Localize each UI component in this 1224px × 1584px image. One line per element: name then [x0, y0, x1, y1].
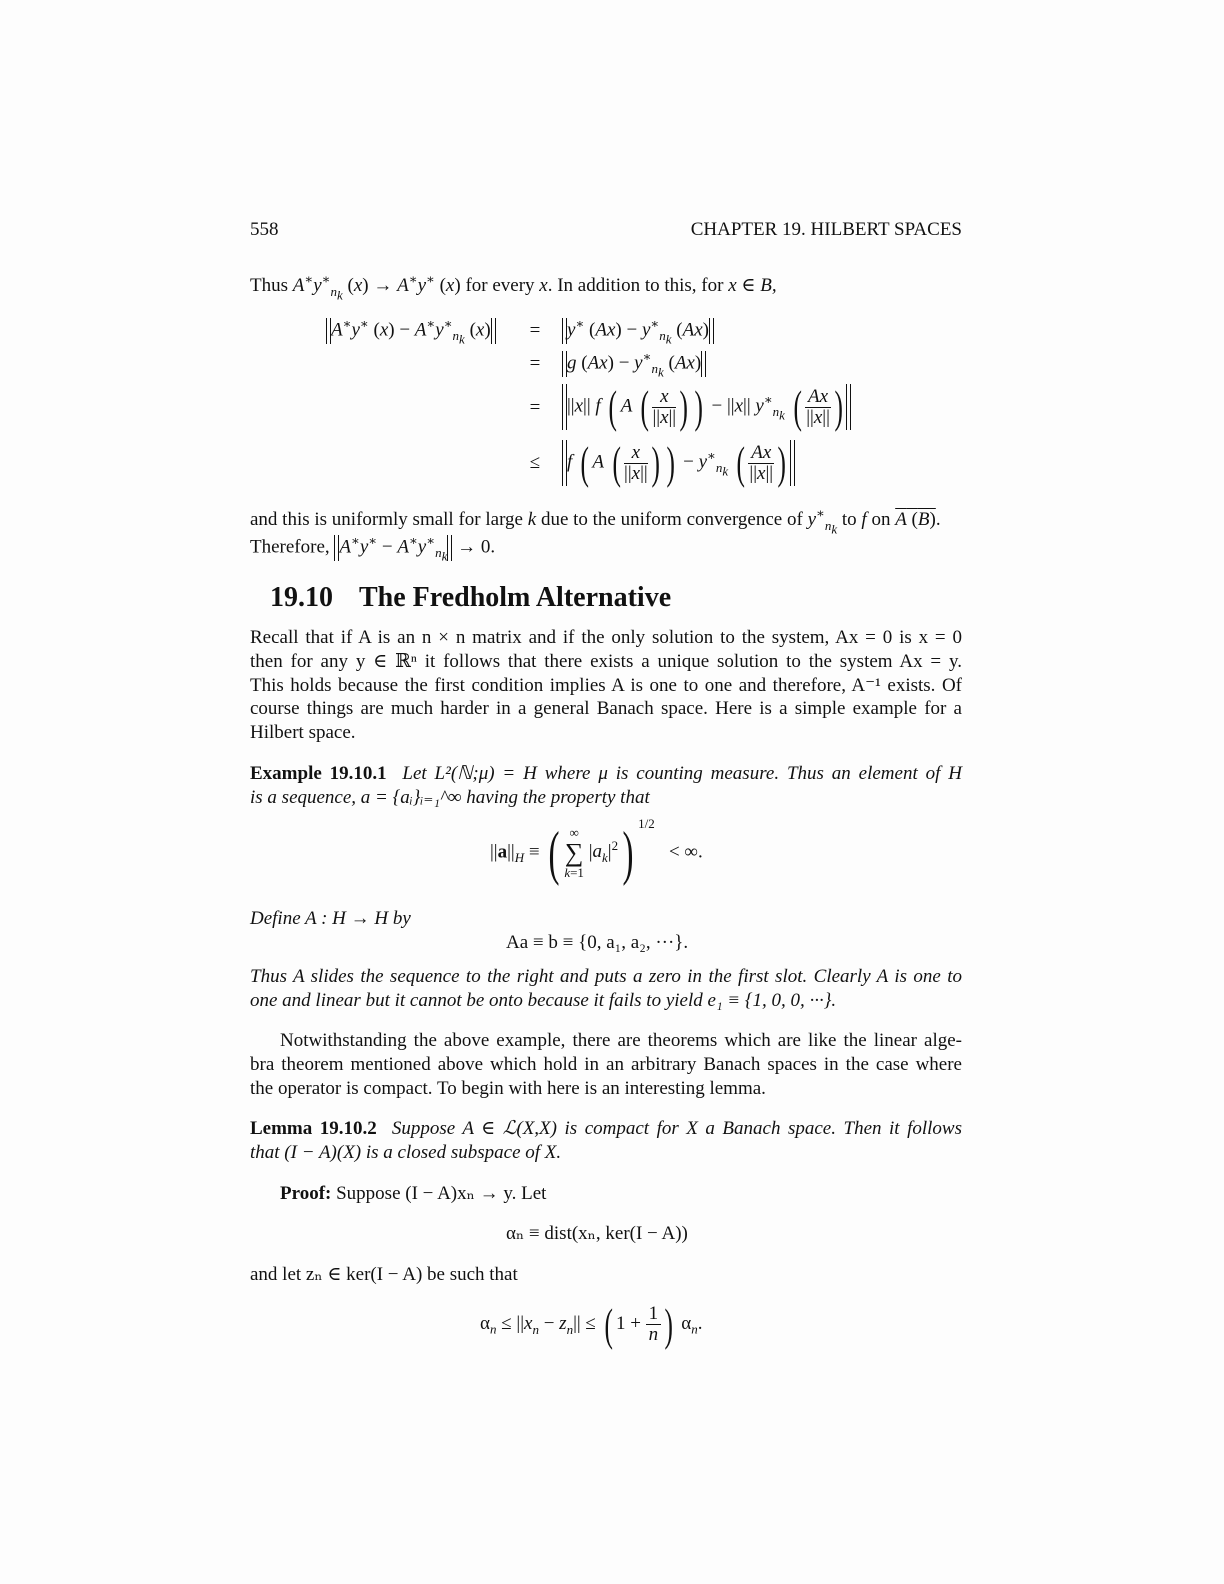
eq-rel-3: =	[529, 397, 541, 418]
example-label: Example 19.10.1	[250, 763, 387, 784]
eq-row-4-rhs: f ( A ( $\frac{x}{||x||}$ ) ) − $y^∗_{n_k}$ ( $\frac{Ax}{||x||}$ )	[562, 440, 795, 490]
page-number: 558	[250, 219, 279, 240]
section-title: The Fredholm Alternative	[359, 582, 672, 613]
section-heading	[270, 582, 671, 614]
shift-display: Aa ≡ b ≡ {0, a₁, a₂, ···}.	[506, 932, 689, 953]
recall-paragraph: Recall that if A is an n × n matrix and if the only solution to the system, Ax = 0 is x = 0 then for any y ∈ ℝⁿ it follows that there exists a unique solution to the system Ax = y. This holds because the first condition implies A is one to one and therefore, A⁻¹ exists. Of course things are much harder in a general Banach space. Here is a simple example for a Hilbert space.	[250, 627, 962, 744]
norm-display: $||a||_H$ ≡ ( ∞ ∑ k=1 $|a_k|^2$) $^{1/2}$ < ∞.	[490, 816, 703, 886]
lemma-paragraph: Lemma 19.10.2 Suppose A ∈ ℒ(X,X) is compact for X a Banach space. Then it follows that (I − A)(X) is a closed subspace of X.	[250, 1118, 962, 1163]
eq-row-1-rhs: y∗ $(Ax) - y^∗_{n_k}$ (Ax)	[562, 318, 714, 344]
eq-row-1-lhs: A∗y∗ $(x) - A^∗y^∗_{n_k}$ (x)	[326, 318, 496, 344]
define-line: Define A : H → H by	[250, 908, 411, 929]
uniform-line-1: and this is uniformly small for large k due to the uniform convergence of $y^∗_{n_k}$ to f on A (B).	[250, 505, 941, 537]
intro-line: Thus $A^∗y^∗_{n_k}$ (x) → A∗y∗ (x) for every x. In addition to this, for x ∈ B,	[250, 271, 777, 303]
notwithstanding-paragraph: Notwithstanding the above example, there are theorems which are like the linear alge- bra theorem mentioned above which hold in an arbitrary Banach spaces in the case where the operator is compact. To begin with here is an interesting lemma.	[250, 1030, 962, 1099]
alpha-display: αₙ ≡ dist(xₙ, ker(I − A))	[506, 1223, 688, 1244]
example-paragraph: Example 19.10.1 Let L²(ℕ;μ) = H where μ is counting measure. Thus an element of H is a sequence, a = {aᵢ}ᵢ₌₁^∞ having the property that	[250, 763, 962, 808]
proof-label: Proof:	[280, 1183, 332, 1204]
eq-rel-4: ≤	[529, 452, 541, 473]
alpha-bound-display: $\alpha_n \le ||x_n - z_n||$ ≤ ( 1 + $\frac{1}{n}$ ) $\alpha_n$.	[480, 1298, 703, 1350]
uniform-line-2: Therefore, $A^∗y^∗ - A^∗y^∗_{n_k} \to 0$.	[250, 533, 496, 564]
section-number: 19.10	[270, 582, 333, 613]
lemma-label: Lemma 19.10.2	[250, 1118, 377, 1139]
running-title: CHAPTER 19. HILBERT SPACES	[690, 219, 962, 240]
eq-rel-1: =	[529, 320, 541, 341]
example-conclusion: Thus A slides the sequence to the right and puts a zero in the first slot. Clearly A is one to one and linear but it cannot be onto because it fails to yield e₁ ≡ {1, 0, 0, ···}.	[250, 966, 962, 1011]
eq-rel-2: =	[529, 353, 541, 374]
proof-line: Proof: Suppose (I − A)xₙ → y. Let	[280, 1183, 547, 1204]
proof-line-2: and let zₙ ∈ ker(I − A) be such that	[250, 1264, 518, 1285]
eq-row-2-rhs: g $(Ax) - y^∗_{n_k}$ (Ax)	[562, 351, 706, 377]
eq-row-3-rhs: ||x|| f ( A ( $\frac{x}{||x||}$ ) ) − ||x|| $y^∗_{n_k}$ ( $\frac{Ax}{||x||}$ )	[562, 384, 851, 434]
